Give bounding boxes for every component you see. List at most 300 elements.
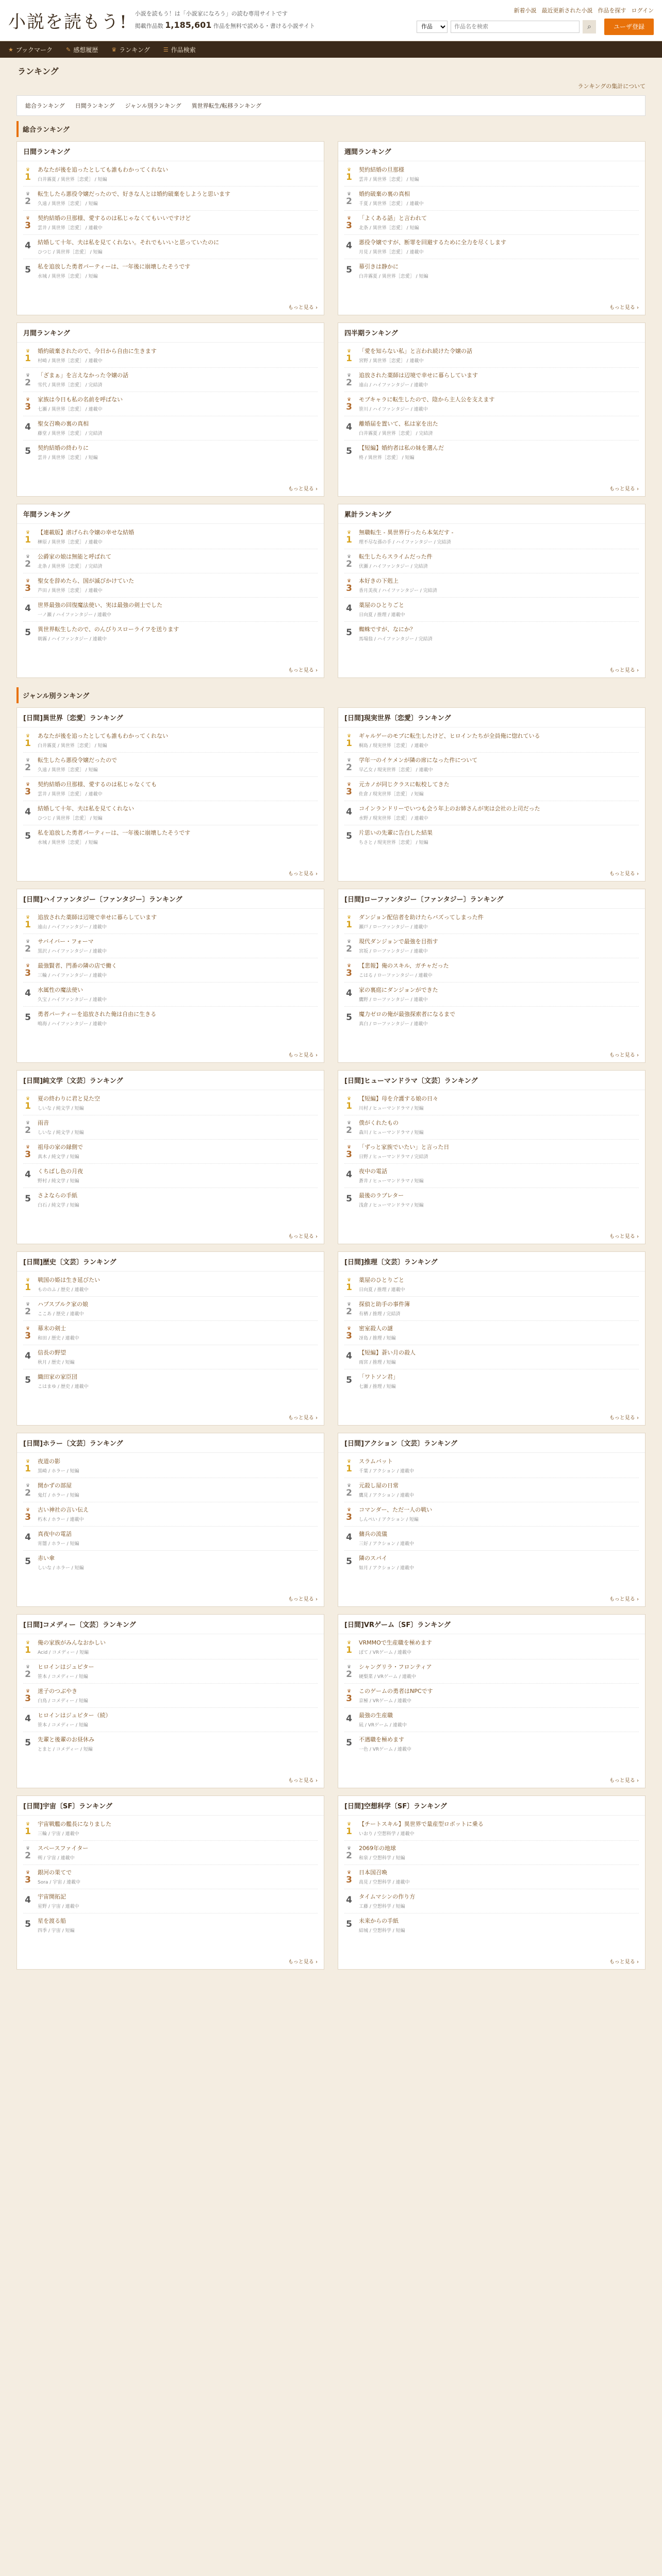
novel-title-link[interactable]: 公爵家の娘は無能と呼ばれて: [38, 553, 111, 560]
ranking-item[interactable]: [344, 728, 639, 753]
ranking-item[interactable]: [344, 1913, 639, 1937]
crown-icon: ♛: [346, 1665, 352, 1670]
novel-title-link[interactable]: くちばし色の月夜: [38, 1168, 83, 1175]
ranking-item-body: [38, 829, 318, 845]
ranking-item[interactable]: [23, 1188, 318, 1212]
crown-icon: ♛: [25, 1846, 30, 1851]
ranking-item[interactable]: [23, 440, 318, 464]
novel-meta: 硬梨菜 / VRゲーム / 連載中: [359, 1674, 416, 1680]
ranking-item[interactable]: [344, 187, 639, 211]
ranking-item[interactable]: [23, 598, 318, 622]
ranking-item-body: [359, 347, 639, 364]
novel-title-link[interactable]: 元殺し屋の日常: [359, 1482, 399, 1489]
rank-value: 2: [25, 196, 31, 207]
ranking-panel: [16, 141, 324, 315]
more-link[interactable]: もっと見る ›: [609, 1597, 639, 1602]
novel-title-link[interactable]: 片思いの先輩に告白した結果: [359, 829, 433, 836]
novel-title-link[interactable]: さよならの手紙: [38, 1192, 77, 1199]
site-logo[interactable]: 小説を読もう!: [8, 12, 128, 32]
ranking-item[interactable]: [23, 162, 318, 187]
ranking-item[interactable]: [344, 1502, 639, 1527]
novel-title-link[interactable]: 契約結婚の旦那様、愛するのは私じゃなくてもいいですけど: [38, 215, 191, 222]
novel-meta: とまと / コメディー / 短編: [38, 1747, 93, 1752]
ranking-item[interactable]: [23, 1841, 318, 1865]
ranking-item[interactable]: [23, 1140, 318, 1164]
crown-icon: ♛: [25, 1870, 30, 1875]
rank-value: 4: [25, 807, 31, 817]
ranking-item[interactable]: [23, 549, 318, 573]
novel-meta: もののふ / 歴史 / 連載中: [38, 1287, 89, 1293]
novel-title-link[interactable]: 「愛を知らない私」と言われ続けた令嬢の話: [359, 348, 472, 354]
nav-history[interactable]: [66, 45, 98, 54]
novel-title-link[interactable]: ヒロインはジュピター（続）: [38, 1712, 111, 1719]
ranking-item[interactable]: [23, 1454, 318, 1478]
novel-title-link[interactable]: スペースファイター: [38, 1845, 89, 1852]
novel-title-link[interactable]: 隣のスパイ: [359, 1554, 387, 1562]
ranking-item[interactable]: [344, 982, 639, 1007]
rank-number: [23, 1325, 32, 1341]
ranking-item[interactable]: [23, 235, 318, 259]
register-button[interactable]: ユーザ登録: [604, 19, 654, 35]
novel-title-link[interactable]: 開かずの部屋: [38, 1482, 72, 1489]
ranking-panel: [16, 707, 324, 882]
novel-title-link[interactable]: 星を渡る船: [38, 1917, 66, 1924]
crown-icon: ♛: [111, 46, 117, 53]
more-link[interactable]: もっと見る ›: [288, 305, 318, 311]
novel-title-link[interactable]: 【連載版】虐げられ令嬢の幸せな結婚: [38, 529, 134, 536]
rank-number: [23, 1663, 32, 1680]
novel-title-link[interactable]: 【短編】蒼い月の殺人: [359, 1349, 416, 1356]
novel-title-link[interactable]: 契約結婚の終わりに: [38, 444, 89, 451]
ranking-item[interactable]: [23, 1659, 318, 1684]
novel-title-link[interactable]: 2069年の地球: [359, 1845, 396, 1852]
rank-number: [23, 1482, 32, 1498]
ranking-item[interactable]: [344, 549, 639, 573]
novel-title-link[interactable]: 私を追放した勇者パーティーは、一年後に崩壊したそうです: [38, 829, 191, 836]
more-link[interactable]: もっと見る ›: [288, 668, 318, 673]
novel-title-link[interactable]: 転生したら悪役令嬢だったので、好きな人とは婚約破棄をしようと思います: [38, 191, 230, 197]
more-link[interactable]: もっと見る ›: [288, 1415, 318, 1421]
ranking-item[interactable]: [23, 1273, 318, 1297]
ranking-item[interactable]: [23, 211, 318, 235]
nav-search[interactable]: [163, 45, 196, 54]
ranking-item[interactable]: [344, 1865, 639, 1889]
search-input[interactable]: [451, 21, 580, 33]
ranking-item[interactable]: [344, 1091, 639, 1115]
rank-number: [23, 962, 32, 978]
novel-title-link[interactable]: 転生したら悪役令嬢だったので: [38, 757, 117, 764]
novel-title-link[interactable]: 迷子のつぶやき: [38, 1688, 77, 1694]
rank-value: 4: [346, 1714, 352, 1724]
ranking-item-body: [359, 601, 639, 618]
novel-title-link[interactable]: 日本国召喚: [359, 1869, 387, 1876]
nav-bookmark[interactable]: [8, 45, 53, 54]
novel-title-link[interactable]: 学年一のイケメンが隣の席になった件について: [359, 757, 478, 764]
ranking-item[interactable]: [23, 1635, 318, 1659]
rank-value: 1: [346, 172, 352, 182]
ranking-item[interactable]: [23, 1369, 318, 1393]
ranking-item[interactable]: [344, 1817, 639, 1841]
ranking-item[interactable]: [344, 1684, 639, 1708]
novel-title-link[interactable]: 信長の野望: [38, 1349, 66, 1356]
novel-title-link[interactable]: 私を追放した勇者パーティーは、一年後に崩壊したそうです: [38, 263, 191, 270]
novel-title-link[interactable]: 契約結婚の旦那様、愛するのは私じゃなくても: [38, 781, 157, 788]
novel-meta: 笹川 / ハイファンタジー / 連載中: [359, 406, 428, 412]
header-link-login[interactable]: ログイン: [631, 7, 654, 14]
novel-title-link[interactable]: 家族は今日も私の名前を呼ばない: [38, 396, 123, 403]
novel-title-link[interactable]: 未来からの手紙: [359, 1917, 399, 1924]
ranking-item[interactable]: [23, 1297, 318, 1321]
novel-title-link[interactable]: 赤い傘: [38, 1554, 55, 1562]
novel-title-link[interactable]: 夜道の影: [38, 1458, 60, 1465]
tab-overall[interactable]: 総合ランキング: [25, 103, 65, 109]
more-link[interactable]: もっと見る ›: [609, 871, 639, 877]
ranking-item[interactable]: [344, 573, 639, 598]
novel-title-link[interactable]: 「ずっと家族でいたい」と言った日: [359, 1144, 450, 1150]
more-link[interactable]: もっと見る ›: [609, 668, 639, 673]
novel-title-link[interactable]: 織田家の家臣団: [38, 1373, 77, 1380]
novel-title-link[interactable]: 探偵と助手の事件簿: [359, 1301, 410, 1308]
novel-meta: 如月 / アクション / 連載中: [359, 1565, 415, 1571]
ranking-item[interactable]: [344, 1454, 639, 1478]
novel-title-link[interactable]: 契約結婚の旦那様: [359, 166, 404, 173]
novel-title-link[interactable]: 追放された薬師は辺境で幸せに暮らしています: [359, 372, 478, 379]
novel-title-link[interactable]: 勇者パーティーを追放された俺は自由に生きる: [38, 1010, 157, 1018]
crown-icon: ♛: [346, 1846, 352, 1851]
ranking-item[interactable]: [23, 187, 318, 211]
ranking-item[interactable]: [23, 525, 318, 549]
ranking-item[interactable]: [344, 368, 639, 392]
more-link[interactable]: もっと見る ›: [288, 1053, 318, 1058]
novel-title-link[interactable]: 聖女召喚の裏の真相: [38, 420, 89, 427]
ranking-item[interactable]: [344, 440, 639, 464]
rank-number: [23, 913, 32, 930]
novel-title-link[interactable]: 転生したらスライムだった件: [359, 553, 433, 560]
novel-title-link[interactable]: 無職転生 - 異世界行ったら本気だす -: [359, 529, 454, 536]
novel-title-link[interactable]: 祖母の家の縁側で: [38, 1144, 83, 1150]
rank-number: [23, 239, 32, 255]
novel-title-link[interactable]: スラムバット: [359, 1458, 393, 1465]
ranking-list: [17, 161, 324, 300]
novel-title-link[interactable]: 俺の家族がみんなおかしい: [38, 1639, 106, 1646]
novel-title-link[interactable]: 婚約破棄されたので、今日から自由に生きます: [38, 348, 157, 354]
novel-title-link[interactable]: 「ワトソン君」: [359, 1373, 399, 1380]
novel-title-link[interactable]: 古い神社の言い伝え: [38, 1506, 89, 1513]
ranking-item[interactable]: [344, 1115, 639, 1140]
ranking-item[interactable]: [23, 801, 318, 825]
ranking-panel-title: [日間]コメディー〔文芸〕ランキング: [17, 1615, 324, 1634]
rank-value: 2: [346, 559, 352, 569]
novel-title-link[interactable]: 追放された薬師は辺境で幸せに暮らしています: [38, 914, 157, 921]
header-link-new[interactable]: 新着小説: [514, 7, 537, 14]
ranking-item[interactable]: [344, 344, 639, 368]
more-link[interactable]: もっと見る ›: [609, 1959, 639, 1965]
ranking-item[interactable]: [23, 573, 318, 598]
rank-number: [23, 1530, 32, 1547]
ranking-item[interactable]: [23, 259, 318, 283]
more-link[interactable]: もっと見る ›: [609, 1053, 639, 1058]
ranking-item[interactable]: [23, 1889, 318, 1913]
ranking-item[interactable]: [344, 1635, 639, 1659]
rank-number: [23, 1869, 32, 1885]
ranking-item[interactable]: [23, 1321, 318, 1345]
header-link-updated[interactable]: 最近更新された小説: [541, 7, 593, 14]
ranking-item[interactable]: [344, 1732, 639, 1756]
main-content: [16, 58, 646, 1983]
ranking-item[interactable]: [344, 934, 639, 958]
novel-meta: 日向夏 / 推理 / 連載中: [359, 1287, 405, 1293]
novel-title-link[interactable]: 先輩と後輩のお昼休み: [38, 1736, 94, 1743]
novel-meta: 榊原 / 異世界［恋愛］ / 連載中: [38, 539, 103, 545]
tab-isekai[interactable]: 異世界転生/転移ランキング: [191, 103, 261, 109]
novel-title-link[interactable]: 離婚届を置いて、私は家を出た: [359, 420, 438, 427]
ranking-item[interactable]: [344, 1889, 639, 1913]
more-link[interactable]: もっと見る ›: [609, 1415, 639, 1421]
novel-title-link[interactable]: あなたが後を追ったとしても誰もわかってくれない: [38, 166, 168, 173]
ranking-item[interactable]: [344, 1140, 639, 1164]
ranking-item[interactable]: [23, 753, 318, 777]
novel-title-link[interactable]: 異世界転生したので、のんびりスローライフを送ります: [38, 625, 179, 633]
ranking-item[interactable]: [344, 1164, 639, 1188]
novel-title-link[interactable]: ヒロインはジュピター: [38, 1664, 94, 1670]
ranking-item[interactable]: [344, 1527, 639, 1551]
ranking-item-body: [359, 1373, 639, 1389]
ranking-item[interactable]: [344, 525, 639, 549]
novel-title-link[interactable]: 悪役令嬢ですが、断罪を回避するために全力を尽くします: [359, 239, 506, 246]
novel-title-link[interactable]: 最強の生産職: [359, 1712, 393, 1719]
ranking-item[interactable]: [23, 1478, 318, 1502]
ranking-item[interactable]: [23, 1164, 318, 1188]
novel-title-link[interactable]: 薬屋のひとりごと: [359, 1277, 404, 1283]
ranking-item[interactable]: [344, 801, 639, 825]
novel-title-link[interactable]: 雨音: [38, 1120, 49, 1126]
novel-title-link[interactable]: 【短編】母を介護する娘の日々: [359, 1095, 438, 1102]
novel-title-link[interactable]: 幕引きは静かに: [359, 263, 399, 270]
ranking-item[interactable]: [23, 934, 318, 958]
ranking-item[interactable]: [344, 825, 639, 849]
ranking-item[interactable]: [23, 1708, 318, 1732]
rank-number: [23, 1010, 32, 1027]
more-link[interactable]: もっと見る ›: [288, 486, 318, 492]
ranking-item[interactable]: [344, 1708, 639, 1732]
ranking-item[interactable]: [23, 1115, 318, 1140]
ranking-item[interactable]: [23, 958, 318, 982]
novel-meta: 雲井 / 異世界［恋愛］ / 短編: [38, 455, 98, 461]
ranking-item[interactable]: [23, 1865, 318, 1889]
ranking-item[interactable]: [23, 982, 318, 1007]
rank-number: [344, 986, 354, 1003]
novel-title-link[interactable]: タイムマシンの作り方: [359, 1893, 416, 1900]
novel-title-link[interactable]: ハプスブルク家の娘: [38, 1301, 88, 1308]
ranking-item[interactable]: [23, 622, 318, 646]
search-type-select[interactable]: [417, 21, 448, 33]
novel-title-link[interactable]: 現代ダンジョンで最強を目指す: [359, 938, 438, 945]
ranking-panel: [16, 1614, 324, 1788]
ranking-panel-title: [日間]現実世界〔恋愛〕ランキング: [338, 708, 645, 727]
novel-title-link[interactable]: 夏の終わりに君と見た空: [38, 1095, 100, 1102]
ranking-item[interactable]: [344, 1007, 639, 1030]
ranking-item[interactable]: [344, 1273, 639, 1297]
ranking-item[interactable]: [344, 1659, 639, 1684]
novel-title-link[interactable]: 水属性の魔法使い: [38, 987, 83, 993]
more-link[interactable]: もっと見る ›: [288, 1778, 318, 1784]
novel-title-link[interactable]: 「ざまぁ」を言えなかった令嬢の話: [38, 372, 128, 379]
novel-title-link[interactable]: 「よくある話」と言われて: [359, 215, 427, 222]
novel-title-link[interactable]: 結婚して十年、夫は私を見てくれない: [38, 805, 134, 812]
novel-title-link[interactable]: 真夜中の電話: [38, 1531, 72, 1537]
novel-title-link[interactable]: VRMMOで生産職を極めます: [359, 1639, 432, 1646]
novel-title-link[interactable]: このゲームの勇者はNPCです: [359, 1688, 433, 1694]
ranking-item[interactable]: [23, 1007, 318, 1030]
ranking-item[interactable]: [23, 1684, 318, 1708]
ranking-item[interactable]: [23, 728, 318, 753]
ranking-item[interactable]: [344, 777, 639, 801]
novel-title-link[interactable]: 蜘蛛ですが、なにか？: [359, 625, 416, 633]
ranking-item[interactable]: [344, 598, 639, 622]
ranking-item[interactable]: [344, 1345, 639, 1369]
novel-title-link[interactable]: コインランドリーでいつも会う年上のお姉さんが実は会社の上司だった: [359, 805, 540, 812]
novel-title-link[interactable]: 【チートスキル】異世界で量産型ロボットに乗る: [359, 1821, 484, 1827]
ranking-item[interactable]: [23, 1527, 318, 1551]
novel-title-link[interactable]: 戦国の姫は生き延びたい: [38, 1277, 100, 1283]
novel-title-link[interactable]: 夜中の電話: [359, 1168, 387, 1175]
novel-title-link[interactable]: 傭兵の流儀: [359, 1531, 387, 1537]
rank-number: [344, 1010, 354, 1027]
ranking-item[interactable]: [23, 910, 318, 934]
ranking-item[interactable]: [23, 1551, 318, 1574]
novel-title-link[interactable]: 【短編】婚約者は私の妹を選んだ: [359, 444, 444, 451]
novel-title-link[interactable]: 元カノが同じクラスに転校してきた: [359, 781, 450, 788]
ranking-item[interactable]: [23, 1345, 318, 1369]
ranking-about-link[interactable]: ランキングの集計について: [577, 83, 646, 90]
ranking-item[interactable]: [344, 622, 639, 646]
novel-title-link[interactable]: 密室殺人の謎: [359, 1325, 393, 1332]
novel-title-link[interactable]: 婚約破棄の裏の真相: [359, 191, 410, 197]
novel-title-link[interactable]: シャングリラ・フロンティア: [359, 1664, 432, 1670]
rank-number: [344, 938, 354, 954]
novel-title-link[interactable]: ギャルゲーのモブに転生したけど、ヒロインたちが全員俺に惚れている: [359, 733, 540, 739]
novel-title-link[interactable]: サバイバー・フォーマ: [38, 938, 94, 945]
ranking-item[interactable]: [344, 162, 639, 187]
novel-title-link[interactable]: 幕末の剣士: [38, 1325, 66, 1332]
novel-title-link[interactable]: 僕がくれたもの: [359, 1120, 399, 1126]
rank-number: [23, 1095, 32, 1111]
novel-title-link[interactable]: 銀河の果てで: [38, 1869, 72, 1876]
ranking-item[interactable]: [23, 368, 318, 392]
tagline: [135, 9, 315, 31]
ranking-item[interactable]: [344, 1297, 639, 1321]
novel-title-link[interactable]: 本好きの下剋上: [359, 578, 399, 584]
ranking-list: [17, 727, 324, 866]
more-link[interactable]: もっと見る ›: [609, 486, 639, 492]
tab-genre[interactable]: ジャンル別ランキング: [125, 103, 181, 109]
ranking-item[interactable]: [344, 1478, 639, 1502]
novel-title-link[interactable]: 【悲報】俺のスキル、ガチャだった: [359, 962, 449, 969]
novel-title-link[interactable]: 不遇職を極めます: [359, 1736, 404, 1743]
tab-daily[interactable]: 日間ランキング: [75, 103, 115, 109]
more-link[interactable]: もっと見る ›: [609, 1778, 639, 1784]
novel-title-link[interactable]: 薬屋のひとりごと: [359, 602, 404, 608]
novel-title-link[interactable]: 結婚して十年、夫は私を見てくれない。それでもいいと思っていたのに: [38, 239, 219, 246]
ranking-item[interactable]: [23, 392, 318, 416]
ranking-item[interactable]: [344, 1841, 639, 1865]
rank-number: [23, 396, 32, 412]
crown-icon: ♛: [25, 397, 30, 402]
novel-title-link[interactable]: 聖女を辞めたら、国が滅びかけていた: [38, 578, 134, 584]
ranking-item[interactable]: [23, 1913, 318, 1937]
search-button[interactable]: [583, 20, 596, 33]
ranking-item[interactable]: [344, 416, 639, 440]
ranking-sections: [16, 121, 646, 1970]
more-link[interactable]: もっと見る ›: [609, 1234, 639, 1240]
ranking-item[interactable]: [344, 1551, 639, 1574]
ranking-item[interactable]: [344, 958, 639, 982]
ranking-item-body: [359, 1010, 639, 1027]
ranking-item[interactable]: [23, 1732, 318, 1756]
ranking-item[interactable]: [344, 910, 639, 934]
ranking-item[interactable]: [344, 1321, 639, 1345]
ranking-item[interactable]: [344, 753, 639, 777]
more-link[interactable]: もっと見る ›: [288, 871, 318, 877]
novel-meta: 朝霧 / ハイファンタジー / 連載中: [38, 636, 107, 642]
ranking-item[interactable]: [344, 211, 639, 235]
ranking-item-body: [38, 986, 318, 1003]
crown-icon: ♛: [346, 192, 352, 197]
novel-meta: 久遠 / 異世界［恋愛］ / 短編: [38, 767, 98, 773]
novel-title-link[interactable]: 最後のラブレター: [359, 1192, 404, 1199]
rank-value: 1: [25, 920, 31, 930]
novel-title-link[interactable]: モブキャラに転生したので、陰から主人公を支えます: [359, 396, 495, 403]
novel-title-link[interactable]: 最強賢者、門番の隣の店で働く: [38, 962, 117, 969]
ranking-item[interactable]: [344, 1369, 639, 1393]
more-link[interactable]: もっと見る ›: [288, 1597, 318, 1602]
ranking-list: [338, 343, 645, 481]
rank-number: [344, 420, 354, 436]
ranking-item[interactable]: [23, 777, 318, 801]
rank-number: [344, 1663, 354, 1680]
more-link[interactable]: もっと見る ›: [609, 305, 639, 311]
ranking-item[interactable]: [23, 825, 318, 849]
ranking-item-body: [38, 396, 318, 412]
more-link[interactable]: もっと見る ›: [288, 1234, 318, 1240]
ranking-item[interactable]: [344, 1188, 639, 1212]
novel-title-link[interactable]: 世界最強の回復魔法使い、実は最強の剣士でした: [38, 602, 162, 608]
ranking-item[interactable]: [23, 416, 318, 440]
more-link[interactable]: もっと見る ›: [288, 1959, 318, 1965]
novel-title-link[interactable]: 魔力ゼロの俺が最強探索者になるまで: [359, 1010, 455, 1018]
novel-meta: 馬場翁 / ハイファンタジー / 完結済: [359, 636, 433, 642]
ranking-item[interactable]: [23, 1817, 318, 1841]
rank-value: 2: [25, 1125, 31, 1136]
novel-title-link[interactable]: 宇宙戦艦の艦長になりました: [38, 1821, 111, 1827]
ranking-item[interactable]: [23, 1502, 318, 1527]
novel-title-link[interactable]: 宇宙開拓記: [38, 1893, 66, 1900]
novel-title-link[interactable]: コマンダー、ただ一人の戦い: [359, 1506, 433, 1513]
ranking-item[interactable]: [344, 392, 639, 416]
novel-title-link[interactable]: あなたが後を追ったとしても誰もわかってくれない: [38, 733, 168, 739]
novel-title-link[interactable]: 家の裏庭にダンジョンができた: [359, 987, 438, 993]
ranking-item[interactable]: [344, 235, 639, 259]
ranking-item[interactable]: [23, 1091, 318, 1115]
novel-title-link[interactable]: ダンジョン配信者を助けたらバズってしまった件: [359, 914, 484, 921]
novel-meta: 芦田 / 異世界［恋愛］ / 連載中: [38, 588, 103, 594]
nav-ranking[interactable]: [111, 45, 150, 54]
header-link-search[interactable]: 作品を探す: [598, 7, 626, 14]
ranking-item[interactable]: [23, 344, 318, 368]
rank-number: [344, 396, 354, 412]
ranking-item-body: [38, 1663, 318, 1680]
ranking-item[interactable]: [344, 259, 639, 283]
